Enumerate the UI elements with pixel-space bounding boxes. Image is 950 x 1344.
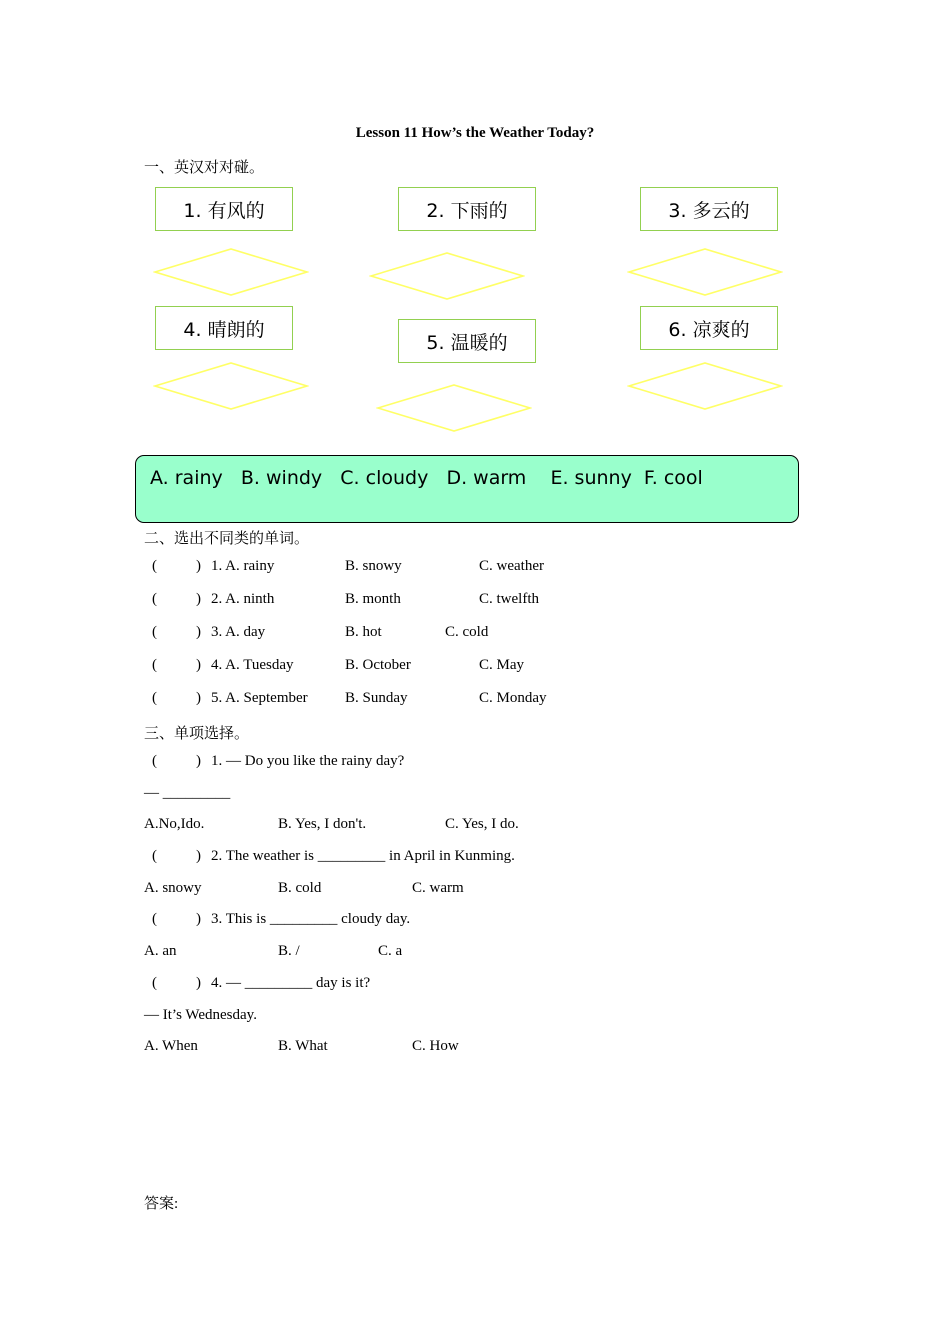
paren-close: )	[196, 911, 201, 927]
answer-diamond-1[interactable]	[153, 247, 309, 297]
q4-reply: — It’s Wednesday.	[144, 1007, 257, 1023]
q2-stem: 2. The weather is _________ in April in Kunming.	[211, 848, 515, 864]
answer-diamond-5[interactable]	[376, 383, 532, 433]
paren-open: (	[152, 975, 157, 991]
answer-diamond-3[interactable]	[627, 247, 783, 297]
match-box-5: 5. 温暖的	[398, 319, 536, 363]
option-c: C. Monday	[479, 690, 547, 706]
page-title: Lesson 11 How’s the Weather Today?	[355, 125, 595, 141]
q1-option-a: A.No,Ido.	[144, 816, 205, 832]
paren-open: (	[152, 657, 157, 673]
section1-heading: 一、英汉对对碰。	[144, 160, 265, 176]
paren-close: )	[196, 657, 201, 673]
q2-option-b: B. cold	[278, 880, 322, 896]
q4-stem: 4. — _________ day is it?	[211, 975, 371, 991]
q3-option-c: C. a	[378, 943, 403, 959]
option-c: C. cold	[445, 624, 489, 640]
option-a: 3. A. day	[211, 624, 266, 640]
option-a: 1. A. rainy	[211, 558, 275, 574]
option-b: B. month	[345, 591, 401, 607]
paren-open: (	[152, 848, 157, 864]
q3-stem: 3. This is _________ cloudy day.	[211, 911, 411, 927]
option-c: C. weather	[479, 558, 544, 574]
match-box-1: 1. 有风的	[155, 187, 293, 231]
option-b: B. hot	[345, 624, 382, 640]
answer-diamond-2[interactable]	[369, 251, 525, 301]
q1-option-c: C. Yes, I do.	[445, 816, 519, 832]
section2-heading: 二、选出不同类的单词。	[144, 531, 310, 547]
paren-close: )	[196, 624, 201, 640]
q2-option-c: C. warm	[412, 880, 464, 896]
q2-option-a: A. snowy	[144, 880, 202, 896]
match-box-2: 2. 下雨的	[398, 187, 536, 231]
section3-heading: 三、单项选择。	[144, 726, 250, 742]
q1-reply: — _________	[144, 785, 231, 801]
option-c: C. May	[479, 657, 524, 673]
paren-close: )	[196, 753, 201, 769]
paren-close: )	[196, 558, 201, 574]
option-a: 5. A. September	[211, 690, 308, 706]
q4-option-b: B. What	[278, 1038, 328, 1054]
option-a: 2. A. ninth	[211, 591, 275, 607]
paren-open: (	[152, 753, 157, 769]
option-b: B. Sunday	[345, 690, 408, 706]
paren-open: (	[152, 591, 157, 607]
q4-option-c: C. How	[412, 1038, 459, 1054]
q3-option-b: B. /	[278, 943, 300, 959]
answer-diamond-4[interactable]	[153, 361, 309, 411]
paren-close: )	[196, 975, 201, 991]
paren-open: (	[152, 690, 157, 706]
paren-close: )	[196, 848, 201, 864]
option-b: B. snowy	[345, 558, 402, 574]
option-c: C. twelfth	[479, 591, 539, 607]
q3-option-a: A. an	[144, 943, 177, 959]
paren-open: (	[152, 624, 157, 640]
match-box-4: 4. 晴朗的	[155, 306, 293, 350]
match-box-6: 6. 凉爽的	[640, 306, 778, 350]
paren-open: (	[152, 911, 157, 927]
options-box: A. rainy B. windy C. cloudy D. warm E. sunny F. cool	[135, 455, 799, 523]
answer-label: 答案:	[144, 1196, 179, 1212]
q1-option-b: B. Yes, I don't.	[278, 816, 367, 832]
q4-option-a: A. When	[144, 1038, 198, 1054]
option-a: 4. A. Tuesday	[211, 657, 294, 673]
paren-close: )	[196, 591, 201, 607]
q1-stem: 1. — Do you like the rainy day?	[211, 753, 405, 769]
option-b: B. October	[345, 657, 411, 673]
paren-close: )	[196, 690, 201, 706]
answer-diamond-6[interactable]	[627, 361, 783, 411]
match-box-3: 3. 多云的	[640, 187, 778, 231]
paren-open: (	[152, 558, 157, 574]
